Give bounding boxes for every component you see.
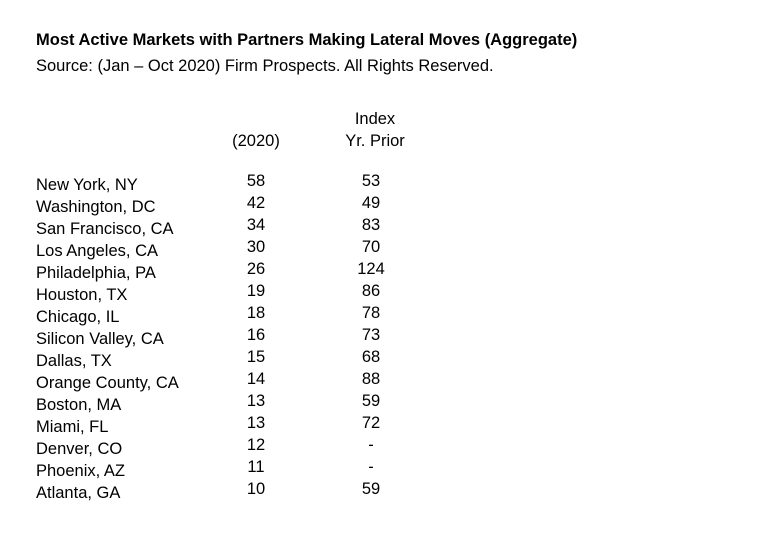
- value-index: 70: [361, 238, 381, 256]
- market-name: Boston, MA: [36, 396, 122, 414]
- market-name: San Francisco, CA: [36, 220, 174, 238]
- value-index: 83: [361, 216, 381, 234]
- value-index: 53: [361, 172, 381, 190]
- value-2020: 13: [246, 414, 266, 432]
- table-row: [36, 172, 456, 194]
- markets-table: [36, 172, 456, 502]
- value-index: 78: [361, 304, 381, 322]
- value-index: 72: [361, 414, 381, 432]
- table-row: [36, 458, 456, 480]
- value-index: 124: [357, 260, 385, 278]
- value-2020: 19: [246, 282, 266, 300]
- column-header-index-line2: Yr. Prior: [345, 132, 405, 150]
- market-name: New York, NY: [36, 176, 138, 194]
- market-name: Atlanta, GA: [36, 484, 121, 502]
- market-name: Silicon Valley, CA: [36, 330, 164, 348]
- page-title: Most Active Markets with Partners Making Lateral Moves (Aggregate): [36, 31, 578, 49]
- value-2020: 11: [247, 458, 265, 476]
- value-index: 73: [361, 326, 381, 344]
- value-index: -: [368, 436, 374, 454]
- table-row: [36, 370, 456, 392]
- value-2020: 13: [246, 392, 266, 410]
- table-row: [36, 392, 456, 414]
- value-2020: 30: [246, 238, 266, 256]
- value-2020: 26: [246, 260, 266, 278]
- value-2020: 42: [246, 194, 266, 212]
- market-name: Chicago, IL: [36, 308, 120, 326]
- value-2020: 16: [246, 326, 266, 344]
- value-index: -: [368, 458, 374, 476]
- value-2020: 14: [246, 370, 266, 388]
- value-2020: 10: [246, 480, 266, 498]
- market-name: Philadelphia, PA: [36, 264, 156, 282]
- table-row: [36, 480, 456, 502]
- value-2020: 18: [246, 304, 266, 322]
- table-row: [36, 348, 456, 370]
- source-note: Source: (Jan – Oct 2020) Firm Prospects. All Rights Reserved.: [36, 57, 494, 75]
- market-name: Washington, DC: [36, 198, 156, 216]
- table-row: [36, 282, 456, 304]
- table-row: [36, 194, 456, 216]
- value-2020: 15: [246, 348, 266, 366]
- table-row: [36, 260, 456, 282]
- value-2020: 58: [246, 172, 266, 190]
- table-row: [36, 436, 456, 458]
- value-index: 88: [361, 370, 381, 388]
- table-row: [36, 304, 456, 326]
- table-row: [36, 414, 456, 436]
- table-row: [36, 326, 456, 348]
- market-name: Miami, FL: [36, 418, 109, 436]
- value-index: 68: [361, 348, 381, 366]
- column-header-2020: (2020): [232, 132, 280, 150]
- value-2020: 34: [246, 216, 266, 234]
- value-index: 59: [361, 480, 381, 498]
- value-index: 49: [361, 194, 381, 212]
- market-name: Houston, TX: [36, 286, 128, 304]
- column-header-index-line1: Index: [354, 110, 396, 128]
- table-row: [36, 238, 456, 260]
- value-index: 59: [361, 392, 381, 410]
- market-name: Orange County, CA: [36, 374, 179, 392]
- market-name: Los Angeles, CA: [36, 242, 158, 260]
- market-name: Denver, CO: [36, 440, 123, 458]
- value-2020: 12: [246, 436, 266, 454]
- market-name: Dallas, TX: [36, 352, 112, 370]
- table-row: [36, 216, 456, 238]
- market-name: Phoenix, AZ: [36, 462, 125, 480]
- value-index: 86: [361, 282, 381, 300]
